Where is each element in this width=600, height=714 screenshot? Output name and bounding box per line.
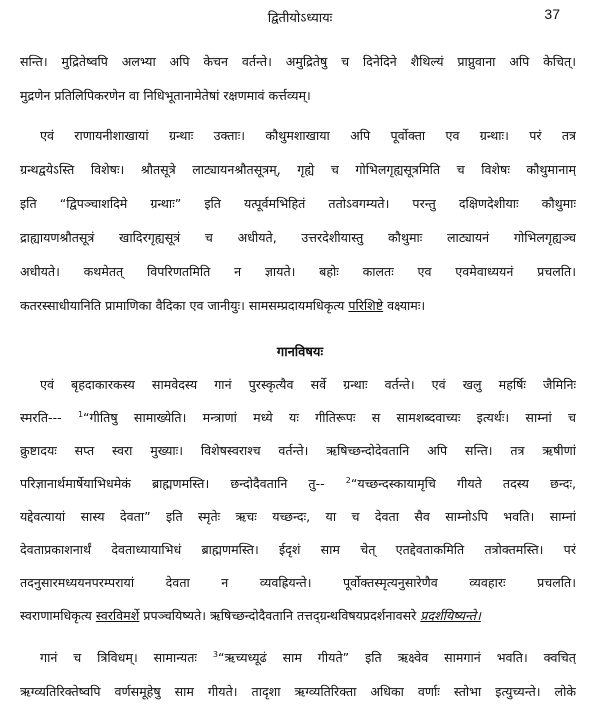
paragraph-line: द्राह्यायणश्रौतसूत्रं खादिरगृह्यसूत्रं च अधीयते, उत्तरदेशीयास्तु कौथुमाः लाट्यायनं गोभिलगृह्यञ्च [20, 230, 576, 245]
paragraph-line: तदनुसारमध्ययनपरम्परायां देवता न व्यवह्रियन्ते। पूर्वोक्तस्मृत्यनुसारेणैव व्यवहारः प्रचलति। [20, 575, 576, 590]
paragraph-line: अधीयते। कथमेतत् विपरिणतमिति न ज्ञायते। बहोः कालतः एव एवमेवाध्ययनं प्रचलति। [20, 264, 576, 279]
paragraph-line: एवं बृहदाकारकस्य सामवेदस्य गानं पुरस्कृत्यैव सर्वे ग्रन्थाः वर्तन्ते। एवं खलु महर्षिः जैमिनिः [40, 377, 576, 392]
paragraph-line: मुद्रणेन प्रतिलिपिकरणेन वा निधिभूतानामेतेषां रक्षणमावं कर्त्तव्यम्। [20, 88, 311, 103]
text-span: परिज्ञानार्थमार्षेयाभिधमेकं ब्राह्मणमस्ति। छन्दोदैवतानि तु-- [20, 476, 346, 491]
footnote-marker: 3 [212, 649, 218, 659]
text-span: प्रपञ्चयिष्यते। ऋषिच्छन्दोदैवतानि तत्तद्ग्रन्थविषयप्रदर्शनावसरे [139, 608, 421, 623]
footnote-marker: 1 [77, 409, 84, 419]
paragraph-line [20, 474, 576, 494]
text-span: वक्ष्यामः। [383, 298, 426, 313]
paragraph-line [20, 408, 576, 428]
page-number: 37 [544, 6, 560, 22]
paragraph-line [20, 606, 576, 626]
running-title: द्वितीयोऽध्यायः [267, 11, 333, 26]
paragraph-line: यद्देवत्यायां सास्य देवता” इति स्मृतेः ऋचः यच्छन्दः, या च देवता सैव साम्नोऽपि भवति। साम्नां [20, 509, 576, 524]
paragraph-line: क्रुष्टादयः सप्त स्वरा मुख्याः। विशेषस्वराश्च वर्तन्ते। ऋषिच्छन्दोदेवतानि अपि सन्ति। तत्र ऋषीणां [20, 443, 576, 458]
cross-reference-link: परिशिष्टे [348, 298, 384, 313]
italic-underlined-text: प्रदर्शयिष्यन्ते। [420, 608, 481, 623]
text-span: कतरस्साधीयानिति प्रामाणिका वैदिका एव जानीयुः। सामसम्प्रदायमधिकृत्य [20, 298, 349, 313]
text-span: “गीतिषु सामाख्येति। मन्त्राणां मध्ये यः गीतिरूपः स सामशब्दवाच्यः इत्यर्थः। साम्नां च [83, 410, 576, 425]
text-span: स्मरति--- [20, 410, 78, 425]
text-span: गानं च त्रिविधम्। सामान्यतः [40, 650, 213, 665]
text-span: “ऋच्यध्यूढं साम गीयते” इति ऋक्ष्वेव सामगानं भवति। क्वचित् [217, 650, 576, 665]
text-span: “यच्छन्दस्कायामृचि गीयते तदस्य छन्दः, [350, 476, 576, 491]
paragraph-line: सन्ति। मुद्रितेष्वपि अलभ्या अपि केचन वर्तन्ते। अमुद्रितेषु च दिनेदिने शैथिल्यं प्राप्नुवाना अपि केचित्। [20, 54, 576, 69]
text-span: स्वराणामधिकृत्य [20, 608, 96, 623]
cross-reference-link: स्वरविमर्शे [95, 608, 140, 623]
paragraph-line: ऋग्व्यतिरिक्तेष्वपि वर्णसमूहेषु साम गीयते। तादृशा ऋग्व्यतिरिक्ता अधिका वर्णाः स्तोभा इत्युच्यन्ते। लोके [20, 684, 576, 699]
paragraph-line: एवं राणायनीशाखायां ग्रन्थाः उक्ताः। कौथुमशाखाया अपि पूर्वोक्ता एव ग्रन्थाः। परं तत्र [40, 128, 576, 143]
section-heading: गानविषयः [276, 345, 324, 360]
paragraph-line: देवताप्रकाशनार्थं देवताध्यायाभिधं ब्राह्मणमस्ति। ईदृशं साम चेत् एतद्देवताकमिति तत्रोक्तमस्ति। परं [20, 542, 576, 557]
paragraph-line: ग्रन्थद्वयेऽस्ति विशेषः। श्रौतसूत्रे लाट्यायनश्रौतसूत्रम्, गृह्ये च गोभिलगृह्यसूत्रमिति च विशेषः कौथुमानाम् [20, 162, 576, 177]
paragraph-line [20, 296, 576, 316]
footnote-marker: 2 [345, 475, 351, 485]
paragraph-line: इति “द्विपञ्चाशदिमे ग्रन्थाः” इति यत्पूर्वमभिहितं ततोऽवगम्यते। परन्तु दक्षिणदेशीयाः कौथुमाः [20, 196, 576, 211]
paragraph-line [40, 648, 576, 668]
